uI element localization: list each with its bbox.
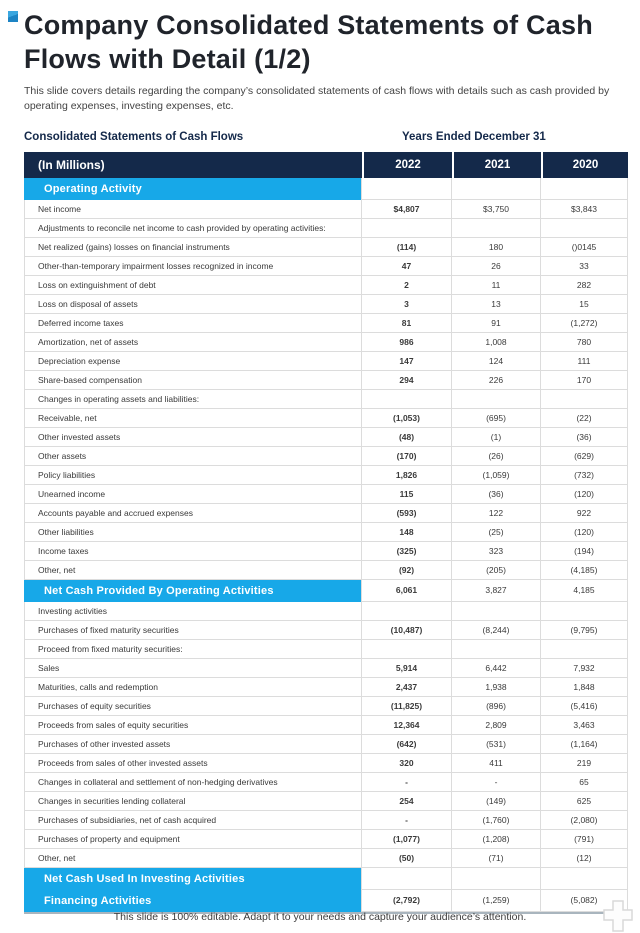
value-cell-2022: 1,826 — [362, 466, 452, 485]
value-cell-2021: (36) — [452, 485, 541, 504]
value-cell-2022 — [362, 178, 452, 200]
table-row — [24, 219, 628, 238]
value-cell-2022: 5,914 — [362, 659, 452, 678]
row-label: Financing Activities — [24, 890, 362, 912]
row-label: Deferred income taxes — [24, 314, 362, 333]
value-cell-2020: (12) — [541, 849, 628, 868]
row-label: Maturities, calls and redemption — [24, 678, 362, 697]
value-cell-2021: (1,259) — [452, 890, 541, 912]
row-label: Proceed from fixed maturity securities: — [24, 640, 362, 659]
table-row — [24, 716, 628, 735]
value-cell-2022: (92) — [362, 561, 452, 580]
table-body — [24, 178, 628, 912]
value-cell-2022: (50) — [362, 849, 452, 868]
value-cell-2020: (1,164) — [541, 735, 628, 754]
value-cell-2020 — [541, 640, 628, 659]
value-cell-2020: (9,795) — [541, 621, 628, 640]
row-label: Changes in operating assets and liabilities: — [24, 390, 362, 409]
table-row — [24, 659, 628, 678]
section-row — [24, 178, 628, 200]
value-cell-2020: 219 — [541, 754, 628, 773]
value-cell-2022: 81 — [362, 314, 452, 333]
value-cell-2021: (25) — [452, 523, 541, 542]
row-label: Sales — [24, 659, 362, 678]
row-label: Net Cash Provided By Operating Activities — [24, 580, 362, 602]
value-cell-2021: (149) — [452, 792, 541, 811]
row-label: Other, net — [24, 561, 362, 580]
value-cell-2021: 226 — [452, 371, 541, 390]
logo-icon — [8, 11, 18, 22]
table-row — [24, 276, 628, 295]
table-row — [24, 811, 628, 830]
value-cell-2020 — [541, 390, 628, 409]
value-cell-2020: (791) — [541, 830, 628, 849]
value-cell-2021: 180 — [452, 238, 541, 257]
value-cell-2020: 282 — [541, 276, 628, 295]
value-cell-2022: (48) — [362, 428, 452, 447]
row-label: Investing activities — [24, 602, 362, 621]
row-label: Accounts payable and accrued expenses — [24, 504, 362, 523]
table-row — [24, 352, 628, 371]
header-year-2020: 2020 — [541, 152, 628, 178]
row-label: Other assets — [24, 447, 362, 466]
value-cell-2022: 12,364 — [362, 716, 452, 735]
value-cell-2022: 254 — [362, 792, 452, 811]
value-cell-2020: (22) — [541, 409, 628, 428]
table-row — [24, 466, 628, 485]
table-row — [24, 390, 628, 409]
table-row — [24, 773, 628, 792]
row-label: Receivable, net — [24, 409, 362, 428]
value-cell-2021: 1,008 — [452, 333, 541, 352]
value-cell-2020: 65 — [541, 773, 628, 792]
value-cell-2020: 922 — [541, 504, 628, 523]
row-label: Changes in securities lending collateral — [24, 792, 362, 811]
value-cell-2020: (4,185) — [541, 561, 628, 580]
value-cell-2021: (8,244) — [452, 621, 541, 640]
table-row — [24, 754, 628, 773]
value-cell-2022: (10,487) — [362, 621, 452, 640]
row-label: Changes in collateral and settlement of non-hedging derivatives — [24, 773, 362, 792]
row-label: Income taxes — [24, 542, 362, 561]
value-cell-2020: (194) — [541, 542, 628, 561]
value-cell-2021 — [452, 219, 541, 238]
section-row — [24, 868, 628, 890]
row-label: Loss on extinguishment of debt — [24, 276, 362, 295]
value-cell-2020: (120) — [541, 523, 628, 542]
value-cell-2020: (732) — [541, 466, 628, 485]
table-row — [24, 542, 628, 561]
table-header-row — [24, 152, 628, 178]
cash-flows-table — [24, 152, 628, 914]
table-row — [24, 561, 628, 580]
value-cell-2022: 115 — [362, 485, 452, 504]
header-year-2021: 2021 — [452, 152, 541, 178]
value-cell-2020: 3,463 — [541, 716, 628, 735]
value-cell-2021 — [452, 390, 541, 409]
value-cell-2020: 780 — [541, 333, 628, 352]
value-cell-2020: 111 — [541, 352, 628, 371]
value-cell-2022 — [362, 640, 452, 659]
row-label: Depreciation expense — [24, 352, 362, 371]
value-cell-2022: 6,061 — [362, 580, 452, 602]
value-cell-2021: (531) — [452, 735, 541, 754]
value-cell-2020: 625 — [541, 792, 628, 811]
table-row — [24, 640, 628, 659]
value-cell-2022: (170) — [362, 447, 452, 466]
value-cell-2020: 170 — [541, 371, 628, 390]
value-cell-2021: (71) — [452, 849, 541, 868]
value-cell-2022: (642) — [362, 735, 452, 754]
value-cell-2022 — [362, 390, 452, 409]
value-cell-2022: 320 — [362, 754, 452, 773]
value-cell-2020: 1,848 — [541, 678, 628, 697]
row-label: Other liabilities — [24, 523, 362, 542]
value-cell-2021: 122 — [452, 504, 541, 523]
row-label: Other-than-temporary impairment losses recognized in income — [24, 257, 362, 276]
row-label: Proceeds from sales of other invested assets — [24, 754, 362, 773]
value-cell-2021: 3,827 — [452, 580, 541, 602]
table-row — [24, 371, 628, 390]
table-row — [24, 504, 628, 523]
value-cell-2022: 147 — [362, 352, 452, 371]
footer-note: This slide is 100% editable. Adapt it to your needs and capture your audience’s attention. — [113, 911, 527, 923]
value-cell-2020: 4,185 — [541, 580, 628, 602]
table-row — [24, 735, 628, 754]
table-row — [24, 314, 628, 333]
table-row — [24, 678, 628, 697]
value-cell-2022: 986 — [362, 333, 452, 352]
row-label: Net income — [24, 200, 362, 219]
table-row — [24, 238, 628, 257]
value-cell-2022: 294 — [362, 371, 452, 390]
value-cell-2021: 6,442 — [452, 659, 541, 678]
value-cell-2021: 411 — [452, 754, 541, 773]
table-row — [24, 200, 628, 219]
value-cell-2022: (1,053) — [362, 409, 452, 428]
value-cell-2021 — [452, 178, 541, 200]
value-cell-2020: (1,272) — [541, 314, 628, 333]
table-row — [24, 621, 628, 640]
section-row — [24, 580, 628, 602]
value-cell-2021: (1,760) — [452, 811, 541, 830]
row-label: Policy liabilities — [24, 466, 362, 485]
row-label: Net realized (gains) losses on financial instruments — [24, 238, 362, 257]
plus-outline-icon — [603, 899, 633, 933]
value-cell-2020 — [541, 868, 628, 890]
value-cell-2022: (11,825) — [362, 697, 452, 716]
value-cell-2020: (629) — [541, 447, 628, 466]
value-cell-2021: 2,809 — [452, 716, 541, 735]
value-cell-2021 — [452, 602, 541, 621]
value-cell-2022: (114) — [362, 238, 452, 257]
value-cell-2022: - — [362, 773, 452, 792]
value-cell-2020: (5,416) — [541, 697, 628, 716]
row-label: Unearned income — [24, 485, 362, 504]
value-cell-2020 — [541, 219, 628, 238]
table-right-heading: Years Ended December 31 — [402, 130, 546, 143]
header-in-millions: (In Millions) — [24, 152, 362, 178]
value-cell-2022 — [362, 868, 452, 890]
row-label: Share-based compensation — [24, 371, 362, 390]
row-label: Purchases of fixed maturity securities — [24, 621, 362, 640]
value-cell-2021: (26) — [452, 447, 541, 466]
row-label: Proceeds from sales of equity securities — [24, 716, 362, 735]
table-row — [24, 447, 628, 466]
value-cell-2022: 148 — [362, 523, 452, 542]
section-row — [24, 890, 628, 912]
row-label: Amortization, net of assets — [24, 333, 362, 352]
row-label: Purchases of equity securities — [24, 697, 362, 716]
value-cell-2022 — [362, 602, 452, 621]
table-row — [24, 295, 628, 314]
value-cell-2022: (2,792) — [362, 890, 452, 912]
value-cell-2020: 33 — [541, 257, 628, 276]
row-label: Other invested assets — [24, 428, 362, 447]
value-cell-2022: 3 — [362, 295, 452, 314]
value-cell-2021: - — [452, 773, 541, 792]
value-cell-2021: (1) — [452, 428, 541, 447]
value-cell-2020: (2,080) — [541, 811, 628, 830]
row-label: Other, net — [24, 849, 362, 868]
value-cell-2020: (5,082) — [541, 890, 628, 912]
value-cell-2022: $4,807 — [362, 200, 452, 219]
value-cell-2021: 13 — [452, 295, 541, 314]
table-row — [24, 602, 628, 621]
table-row — [24, 428, 628, 447]
value-cell-2020: $3,843 — [541, 200, 628, 219]
value-cell-2020: ()0145 — [541, 238, 628, 257]
value-cell-2021: 323 — [452, 542, 541, 561]
value-cell-2021 — [452, 868, 541, 890]
value-cell-2021: 11 — [452, 276, 541, 295]
table-row — [24, 830, 628, 849]
page-title: Company Consolidated Statements of Cash Flows with Detail (1/2) — [24, 10, 593, 74]
table-row — [24, 485, 628, 504]
value-cell-2022: (325) — [362, 542, 452, 561]
table-left-heading: Consolidated Statements of Cash Flows — [24, 130, 244, 143]
value-cell-2022: 2,437 — [362, 678, 452, 697]
table-headings — [24, 131, 616, 145]
value-cell-2022 — [362, 219, 452, 238]
table-row — [24, 792, 628, 811]
value-cell-2021: (1,059) — [452, 466, 541, 485]
table-row — [24, 849, 628, 868]
value-cell-2021: $3,750 — [452, 200, 541, 219]
value-cell-2021: (205) — [452, 561, 541, 580]
value-cell-2020: 7,932 — [541, 659, 628, 678]
header-year-2022: 2022 — [362, 152, 452, 178]
page-subtitle: This slide covers details regarding the company’s consolidated statements of cash flows with details such as cash provided by operating expenses, investing expenses, etc. — [24, 84, 610, 112]
value-cell-2021: 91 — [452, 314, 541, 333]
value-cell-2022: 2 — [362, 276, 452, 295]
value-cell-2020: (36) — [541, 428, 628, 447]
value-cell-2022: (593) — [362, 504, 452, 523]
value-cell-2022: 47 — [362, 257, 452, 276]
value-cell-2020: (120) — [541, 485, 628, 504]
row-label: Loss on disposal of assets — [24, 295, 362, 314]
value-cell-2021 — [452, 640, 541, 659]
table-row — [24, 409, 628, 428]
value-cell-2022: (1,077) — [362, 830, 452, 849]
value-cell-2021: 124 — [452, 352, 541, 371]
value-cell-2021: (896) — [452, 697, 541, 716]
table-row — [24, 333, 628, 352]
value-cell-2021: 1,938 — [452, 678, 541, 697]
value-cell-2020: 15 — [541, 295, 628, 314]
value-cell-2021: 26 — [452, 257, 541, 276]
row-label: Adjustments to reconcile net income to cash provided by operating activities: — [24, 219, 362, 238]
row-label: Operating Activity — [24, 178, 362, 200]
row-label: Purchases of subsidiaries, net of cash acquired — [24, 811, 362, 830]
value-cell-2020 — [541, 178, 628, 200]
value-cell-2021: (695) — [452, 409, 541, 428]
value-cell-2022: - — [362, 811, 452, 830]
row-label: Purchases of other invested assets — [24, 735, 362, 754]
table-row — [24, 257, 628, 276]
table-row — [24, 523, 628, 542]
table-row — [24, 697, 628, 716]
row-label: Purchases of property and equipment — [24, 830, 362, 849]
value-cell-2020 — [541, 602, 628, 621]
row-label: Net Cash Used In Investing Activities — [24, 868, 362, 890]
value-cell-2021: (1,208) — [452, 830, 541, 849]
